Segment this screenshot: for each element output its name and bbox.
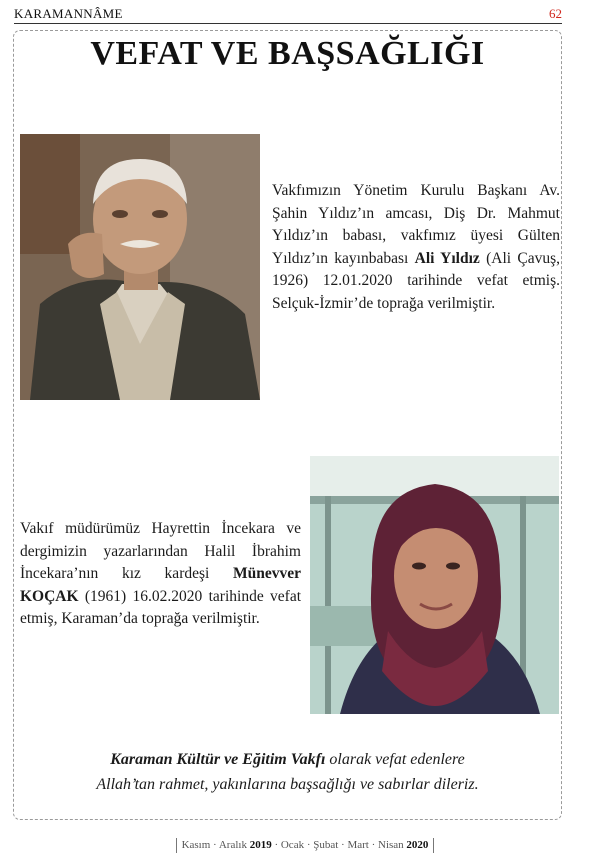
notice-2-text-after: (1961) 16.02.2020 tarihinde vefat etmiş, Karaman’da toprağa verilmiştir. xyxy=(20,587,301,628)
footer-year-2: 2020 xyxy=(406,839,429,852)
obituary-notice-2 xyxy=(20,518,301,631)
page-title: VEFAT VE BAŞSAĞLIĞI xyxy=(90,35,485,72)
magazine-name: KARAMANNÂME xyxy=(14,6,123,21)
condolence-line-2: Allah’tan rahmet, yakınlarına başsağlığı ve sabırlar dileriz. xyxy=(96,776,479,793)
footer-months-2: · Ocak · Şubat · Mart · Nisan xyxy=(274,839,404,852)
page-header xyxy=(14,6,562,22)
issue-footer xyxy=(0,838,610,853)
condolence-message xyxy=(13,747,562,797)
header-rule xyxy=(14,23,562,24)
notice-1-text-before: Vakfımızın Yönetim Kurulu Başkanı Av. Şahin Yıldız’ın amcası, Diş Dr. Mahmut Yıldız’ın babası, vakfımız üyesi Gülten Yıldız’ın kayınbabası xyxy=(272,182,560,267)
notice-1-name: Ali Yıldız xyxy=(414,249,480,267)
condolence-line-1-rest: olarak vefat edenlere xyxy=(325,751,465,768)
obituary-notice-1 xyxy=(272,180,560,316)
portrait-man-illustration xyxy=(20,134,260,400)
notice-2-name: Münevver KOÇAK xyxy=(20,565,301,605)
page-number: 62 xyxy=(549,6,562,21)
foundation-name: Karaman Kültür ve Eğitim Vakfı xyxy=(110,751,326,768)
notice-2-text-before: Vakıf müdürümüz Hayrettin İncekara ve dergimizin yazarlarından Halil İbrahim İncekara’nın kız kardeşi xyxy=(20,520,301,583)
notice-1-text-after: (Ali Çavuş, 1926) 12.01.2020 tarihinde vefat etmiş. Selçuk-İzmir’de toprağa verilmiştir. xyxy=(272,249,560,312)
footer-right-divider xyxy=(433,838,434,853)
photo-munevver-kocak xyxy=(310,456,559,714)
footer-left-divider xyxy=(176,838,177,853)
photo-ali-yildiz xyxy=(20,134,260,400)
footer-months-1: Kasım · Aralık xyxy=(181,839,247,852)
condolence-line-1 xyxy=(13,747,562,772)
footer-year-1: 2019 xyxy=(249,839,272,852)
portrait-woman-illustration xyxy=(310,456,559,714)
